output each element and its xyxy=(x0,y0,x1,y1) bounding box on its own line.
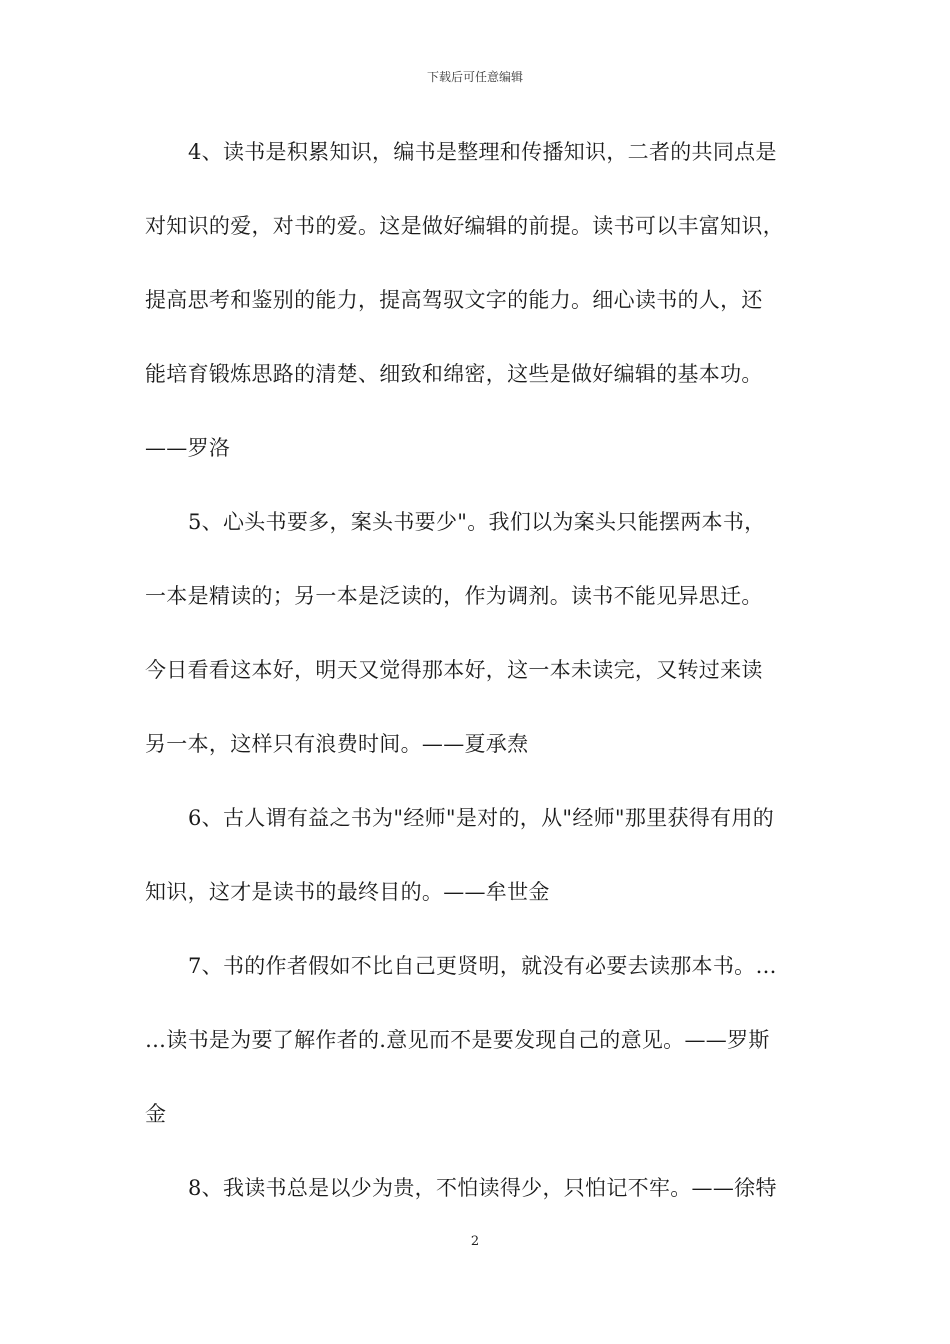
quote-4-line-3: 提高思考和鉴别的能力，提高驾驭文字的能力。细心读书的人，还 xyxy=(145,288,763,312)
quote-5-line-3: 今日看看这本好，明天又觉得那本好，这一本未读完，又转过来读 xyxy=(145,658,763,682)
document-body xyxy=(145,128,825,1238)
quote-8-line-1: 8、我读书总是以少为贵，不怕读得少，只怕记不牢。——徐特 xyxy=(188,1176,777,1200)
quote-6-line-1: 6、古人谓有益之书为"经师"是对的，从"经师"那里获得有用的 xyxy=(188,806,774,830)
quote-4-line-2: 对知识的爱，对书的爱。这是做好编辑的前提。读书可以丰富知识， xyxy=(145,214,784,238)
page-number: 2 xyxy=(470,1234,480,1249)
quote-5-line-2: 一本是精读的；另一本是泛读的，作为调剂。读书不能见异思迁。 xyxy=(145,584,763,608)
quote-7-line-2: …读书是为要了解作者的.意见而不是要发现自己的意见。——罗斯 xyxy=(145,1028,770,1052)
quote-7-line-1: 7、书的作者假如不比自己更贤明，就没有必要去读那本书。… xyxy=(188,954,777,978)
quote-4-attribution: ——罗洛 xyxy=(145,436,231,460)
quote-4-line-1: 4、读书是积累知识，编书是整理和传播知识，二者的共同点是 xyxy=(188,140,777,164)
quote-4-line-4: 能培育锻炼思路的清楚、细致和绵密，这些是做好编辑的基本功。 xyxy=(145,362,763,386)
quote-5-line-1: 5、心头书要多，案头书要少"。我们以为案头只能摆两本书， xyxy=(188,510,766,534)
quote-5-line-4: 另一本，这样只有浪费时间。——夏承焘 xyxy=(145,732,529,756)
page-header: 下载后可任意编辑 xyxy=(426,70,523,84)
quote-6-line-2: 知识，这才是读书的最终目的。——牟世金 xyxy=(145,880,550,904)
quote-7-line-3: 金 xyxy=(145,1102,167,1126)
